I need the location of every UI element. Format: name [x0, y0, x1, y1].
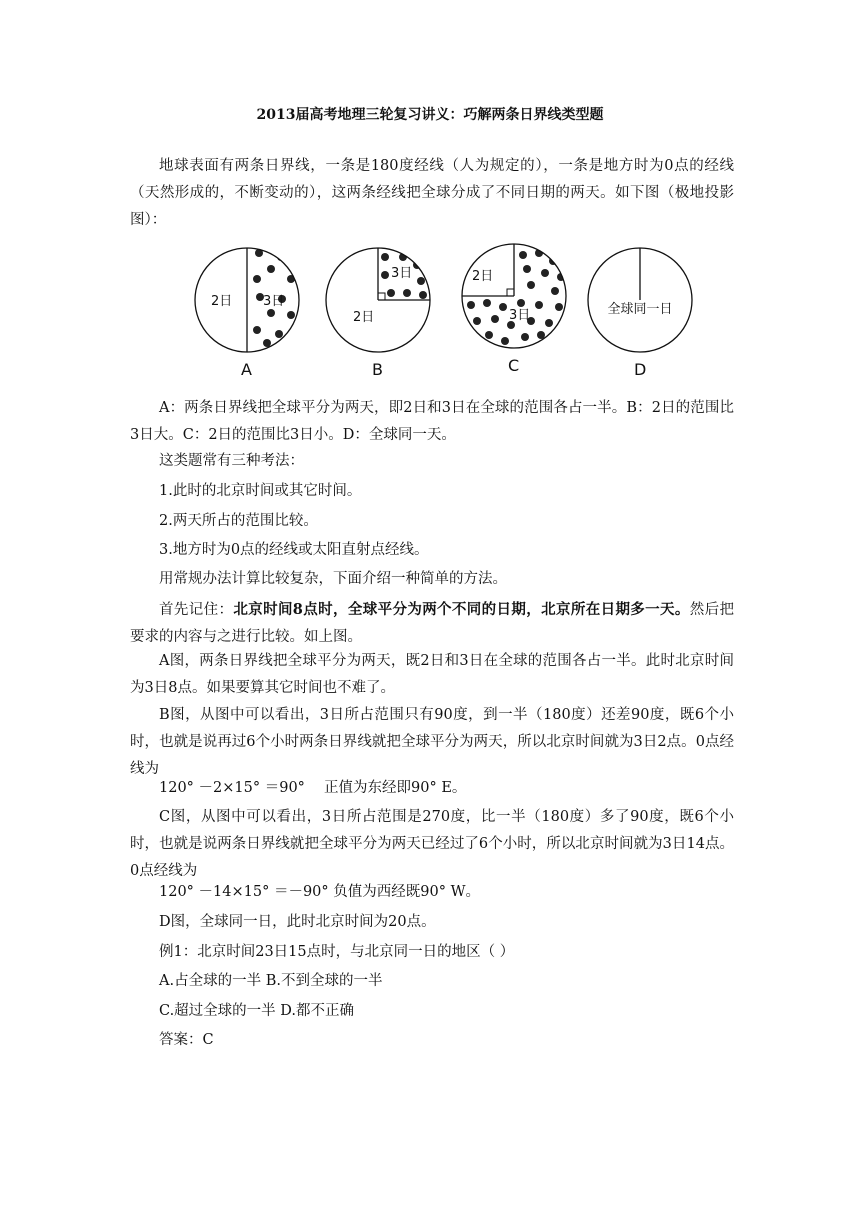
- remember-paragraph: [130, 596, 734, 651]
- remember-tail: 然后把要求的内容与之进行比较。如上图。: [130, 602, 735, 645]
- three-ways-intro: 这类题常有三种考法：: [159, 453, 304, 469]
- remember-lead: 首先记住：: [159, 602, 234, 618]
- method-item-1: 1.此时的北京时间或其它时间。: [159, 483, 362, 499]
- diagram-b: [326, 248, 430, 379]
- calculation-b: 120° －2×15° ＝90° 正值为东经即90° E。: [159, 780, 467, 796]
- example-1-question: 例1：北京时间23日15点时，与北京同一日的地区（ ）: [159, 944, 515, 960]
- diagram-c-inner-label: 2日: [472, 269, 494, 284]
- diagram-d: [588, 248, 692, 379]
- diagram-a-left-label: 2日: [211, 294, 233, 309]
- example-1-answer: 答案：C: [159, 1032, 214, 1048]
- method-item-2: 2.两天所占的范围比较。: [159, 513, 318, 529]
- paragraph-d: D图，全球同一日，此时北京时间为20点。: [159, 914, 436, 930]
- diagram-b-caption: B: [372, 360, 383, 379]
- diagram-a: [195, 248, 299, 379]
- diagram-c-dots: [467, 249, 565, 345]
- calculation-c: 120° －14×15° ＝－90° 负值为西经既90° W。: [159, 884, 480, 900]
- diagram-d-label: 全球同一日: [607, 302, 673, 317]
- paragraph-b: B图，从图中可以看出，3日所占范围只有90度，到一半（180度）还差90度，既6个小时，也就是说再过6个小时两条日界线就把全球平分为两天，所以北京时间就为3日2点。0点经线为: [130, 707, 734, 777]
- doc-title: 2013届高考地理三轮复习讲义：巧解两条日界线类型题: [256, 107, 604, 123]
- diagram-c-outer-label: 3日: [509, 308, 531, 323]
- remember-key-rule: 北京时间8点时，全球平分为两个不同的日期，北京所在日期多一天。: [233, 601, 690, 618]
- diagram-b-outer-label: 2日: [353, 310, 375, 325]
- intro-paragraph: 地球表面有两条日界线，一条是180度经线（人为规定的），一条是地方时为0点的经线（天然形成的，不断变动的），这两条经线把全球分成了不同日期的两天。如下图（极地投影图）：: [130, 158, 734, 228]
- diagram-c: [462, 244, 566, 375]
- simple-method-paragraph: 用常规办法计算比较复杂，下面介绍一种简单的方法。: [159, 571, 507, 587]
- diagram-b-inner-label: 3日: [391, 266, 413, 281]
- example-1-options-ab: A.占全球的一半 B.不到全球的一半: [159, 973, 383, 989]
- example-1-options-cd: C.超过全球的一半 D.都不正确: [159, 1003, 355, 1019]
- diagram-a-caption: A: [241, 360, 252, 379]
- paragraph-c: C图，从图中可以看出，3日所占范围是270度，比一半（180度）多了90度，既6个小时，也就是说两条日界线就把全球平分为两天已经过了6个小时，所以北京时间就为3日14点。0点经线为: [130, 809, 734, 879]
- figure-description: A：两条日界线把全球平分为两天，即2日和3日在全球的范围各占一半。B：2日的范围比3日大。C：2日的范围比3日小。D：全球同一天。: [130, 400, 734, 443]
- method-item-3: 3.地方时为0点的经线或太阳直射点经线。: [159, 542, 429, 558]
- diagram-a-right-label: 3日: [263, 294, 285, 309]
- diagram-c-caption: C: [508, 356, 520, 375]
- diagram-d-caption: D: [634, 360, 647, 379]
- paragraph-a: A图，两条日界线把全球平分为两天，既2日和3日在全球的范围各占一半。此时北京时间为3日8点。如果要算其它时间也不难了。: [130, 653, 734, 696]
- polar-projection-figure: [185, 235, 705, 385]
